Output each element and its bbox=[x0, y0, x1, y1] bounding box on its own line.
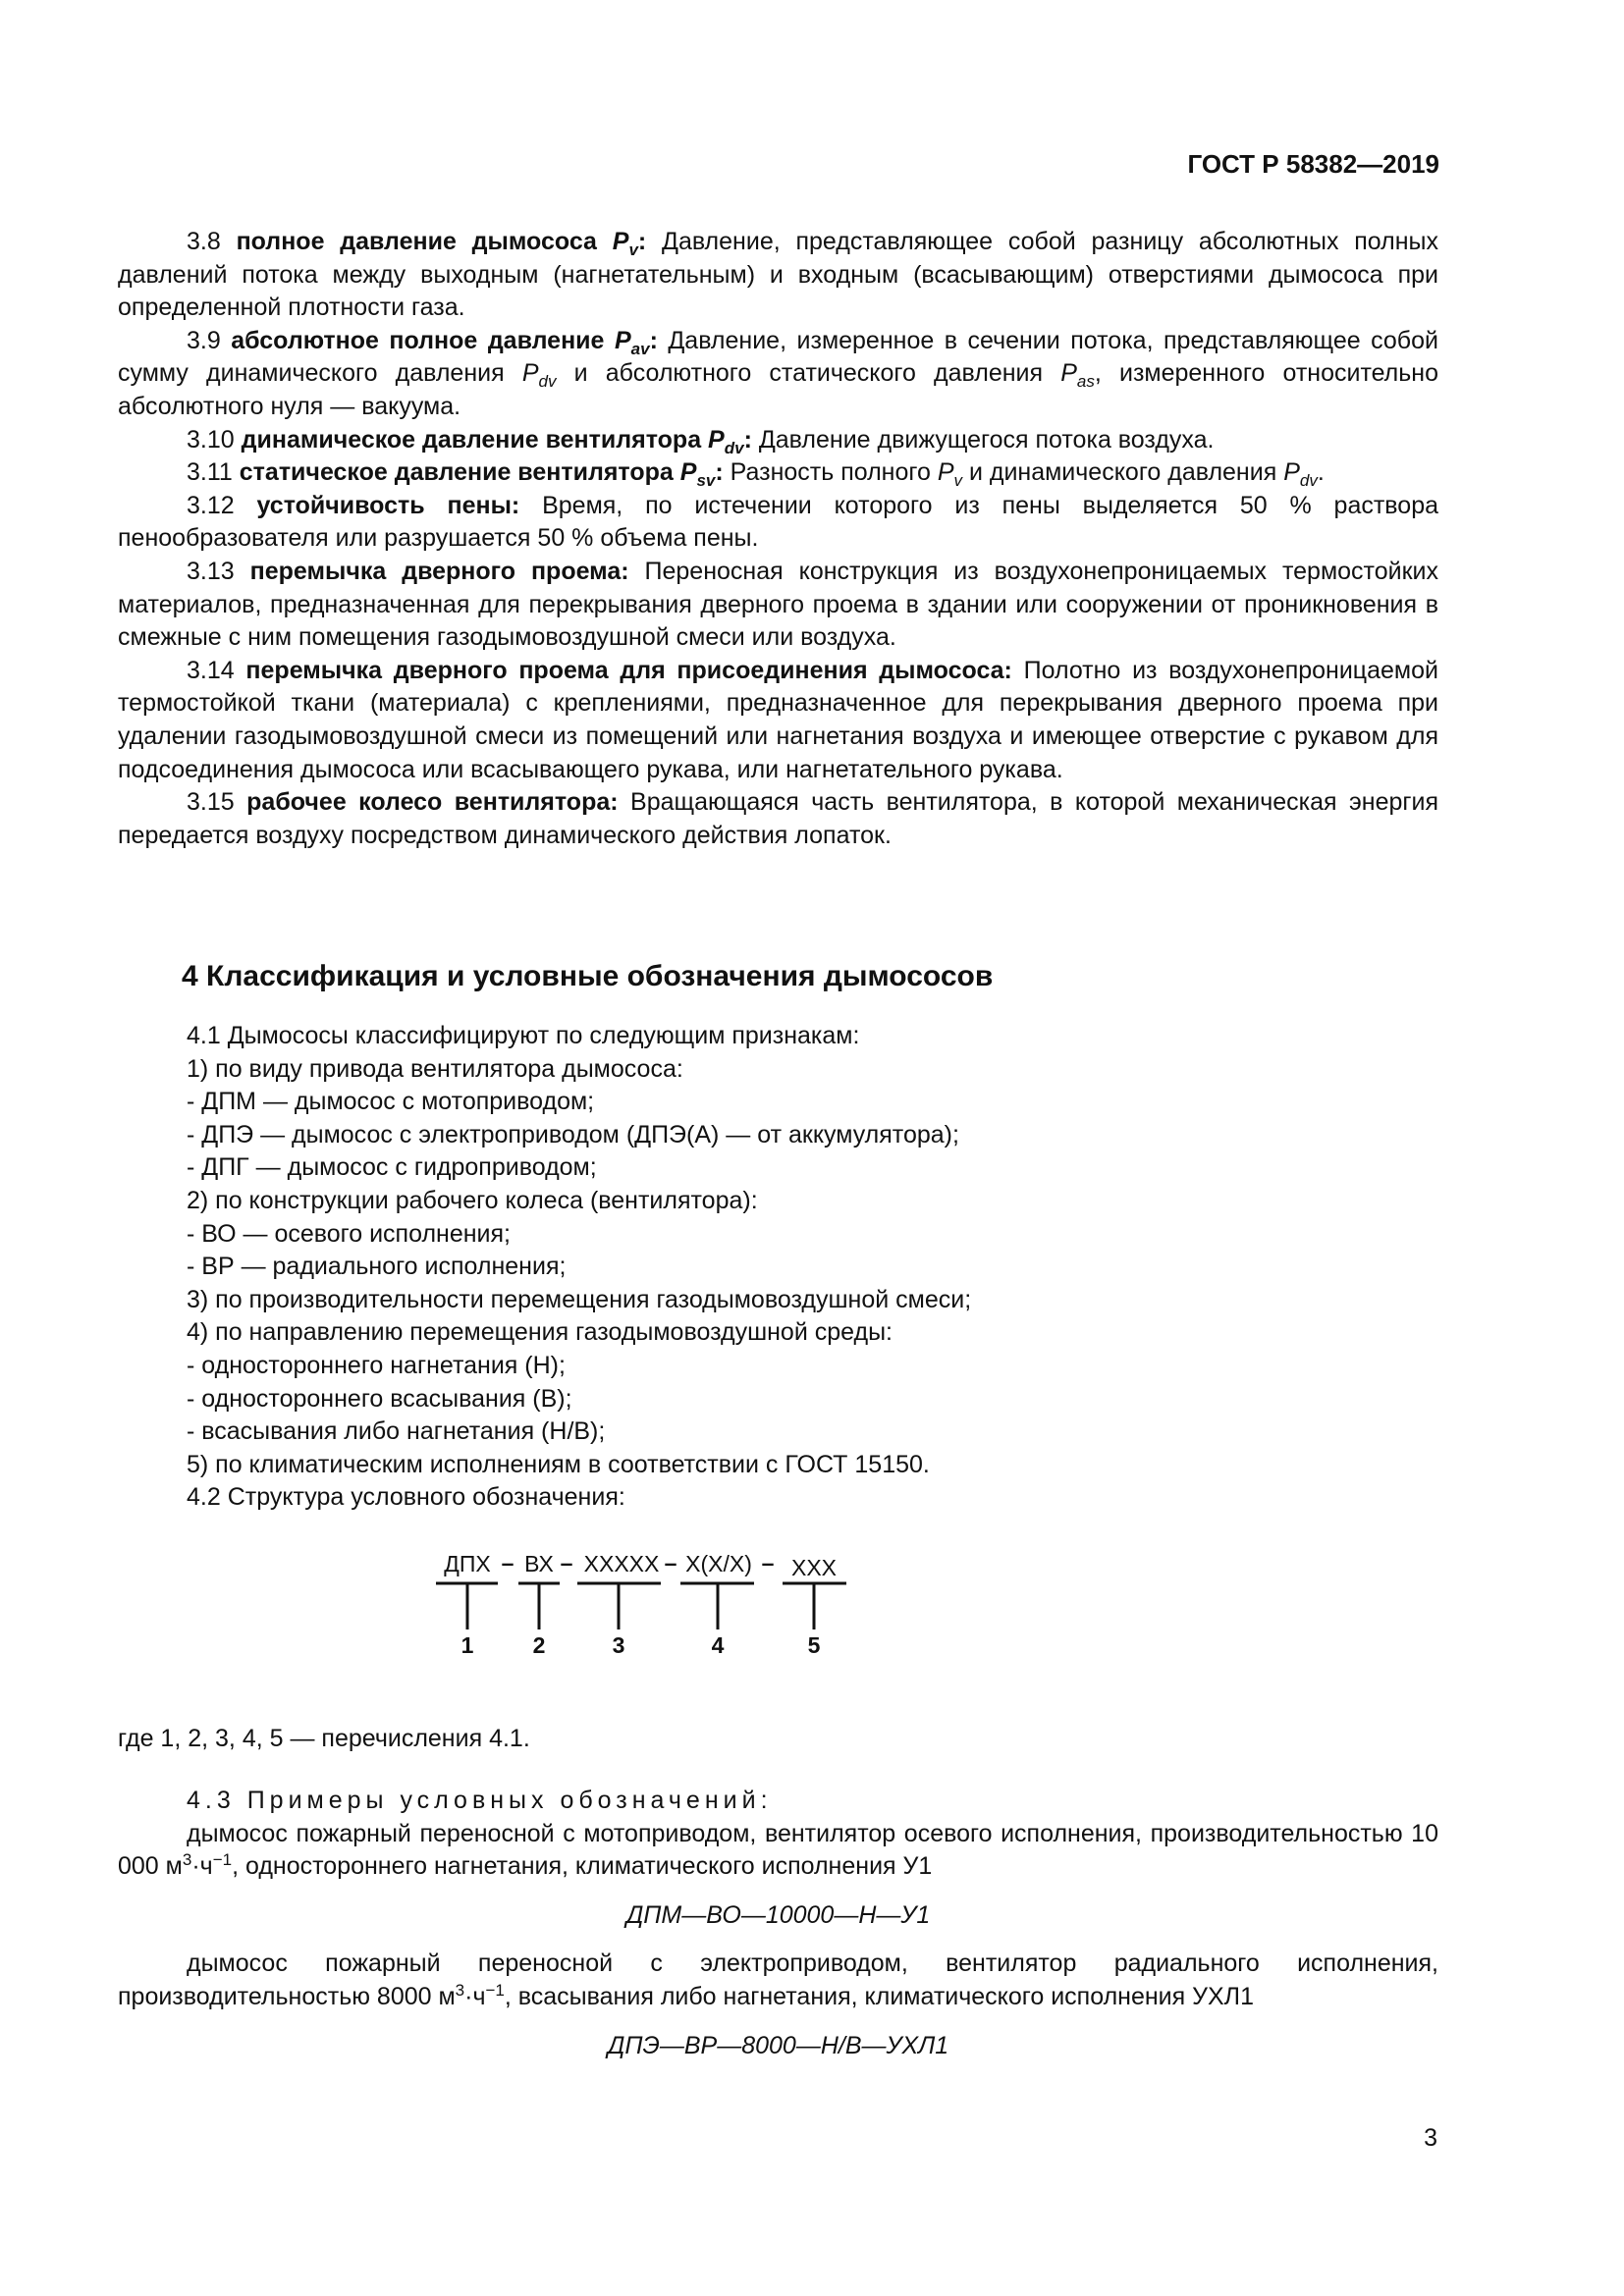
designation-structure-diagram bbox=[0, 1541, 1624, 1669]
symbol-sub: dv bbox=[1299, 471, 1318, 491]
separator: – bbox=[501, 1550, 514, 1575]
list-item: - ДПМ — дымосос с мотоприводом; bbox=[187, 1088, 595, 1116]
term-title: перемычка дверного проема: bbox=[249, 557, 629, 585]
term-title: рабочее колесо вентилятора: bbox=[246, 788, 619, 817]
term-text: и динамического давления bbox=[962, 458, 1284, 487]
term-title: полное давление дымососа bbox=[236, 228, 613, 255]
symbol-sub: dv bbox=[724, 438, 744, 457]
example-1-description bbox=[118, 1818, 1438, 1884]
sep: : bbox=[649, 326, 658, 354]
classification-list bbox=[118, 1020, 1438, 1515]
separator: – bbox=[664, 1550, 677, 1575]
symbol: P bbox=[614, 326, 631, 354]
list-item: 5) по климатическим исполнениям в соответствии с ГОСТ 15150. bbox=[187, 1450, 930, 1478]
section-4-heading: 4 Классификация и условные обозначения дымососов bbox=[182, 960, 994, 992]
term-title: абсолютное полное давление bbox=[231, 326, 615, 354]
symbol: P bbox=[708, 425, 725, 454]
example-2-formula: ДПЭ—ВР—8000—Н/В—УХЛ1 bbox=[607, 2031, 949, 2059]
term-number: 3.11 bbox=[187, 458, 233, 487]
text: ·ч bbox=[464, 1982, 486, 2010]
term-number: 3.12 bbox=[187, 491, 235, 519]
example-1-formula: ДПМ—ВО—10000—Н—У1 bbox=[625, 1900, 931, 1929]
text: ·ч bbox=[191, 1852, 213, 1881]
term-text: Вращающаяся часть вентилятора, в которой механическая энергия передается воздуху посредством динамического действия лопаток. bbox=[118, 788, 1439, 849]
text: дымосос пожарный переносной с электроприводом, вентилятор радиального исполнения, производительностью 8000 м bbox=[118, 1949, 1438, 2010]
text: дымосос пожарный переносной с мотоприводом, вентилятор осевого исполнения, производительностью 10 000 м bbox=[118, 1819, 1438, 1881]
where-note bbox=[118, 1723, 1438, 1756]
page-number: 3 bbox=[1424, 2124, 1437, 2152]
examples-title: 4.3 Примеры условных обозначений: bbox=[187, 1787, 773, 1814]
term-text: Давление, представляющее собой разницу абсолютных полных давлений потока между выходным (нагнетательным) и входным (всасывающим) отверстиями дымососа при определенной плотности газа. bbox=[118, 228, 1439, 322]
field-number: 2 bbox=[532, 1632, 546, 1658]
symbol-sub: sv bbox=[696, 471, 716, 491]
term-title: динамическое давление вентилятора bbox=[241, 425, 709, 454]
list-item: 3) по производительности перемещения газодымовоздушной смеси; bbox=[187, 1285, 972, 1313]
list-item: - ДПЭ — дымосос с электроприводом (ДПЭ(А) — от аккумулятора); bbox=[187, 1120, 959, 1148]
field-label: ДПХ bbox=[444, 1551, 491, 1576]
term-number: 3.13 bbox=[187, 557, 235, 585]
term-3-8 bbox=[118, 226, 1438, 325]
symbol-sub: av bbox=[630, 339, 650, 358]
field-number: 4 bbox=[711, 1632, 725, 1658]
list-item: 1) по виду привода вентилятора дымососа: bbox=[187, 1054, 683, 1083]
list-item: 2) по конструкции рабочего колеса (вентилятора): bbox=[187, 1186, 758, 1214]
superscript: 3 bbox=[182, 1850, 192, 1870]
symbol-sub: v bbox=[953, 471, 962, 491]
term-text: Давление, измеренное в сечении потока, представляющее собой сумму динамического давления bbox=[118, 326, 1438, 388]
symbol: P bbox=[521, 359, 539, 388]
field-number: 1 bbox=[460, 1632, 474, 1658]
term-text: Переносная конструкция из воздухонепроницаемых термостойких материалов, предназначенная для перекрывания дверного проема в здании или сооружении от проникновения в смежные с ним помещения газодымовоздушной смеси или воздуха. bbox=[118, 557, 1438, 652]
symbol: P bbox=[1283, 458, 1300, 487]
field-label: X(X/X) bbox=[685, 1551, 752, 1576]
list-item: - ВР — радиального исполнения; bbox=[187, 1253, 567, 1281]
symbol: P bbox=[612, 228, 629, 255]
term-text: Полотно из воздухонепроницаемой термостойкой ткани (материала) с креплениями, предназначенное для перекрывания дверного проема при удалении газодымовоздушной смеси из помещений или нагнетания воздуха и имеющее отверстие с рукавом для подсоединения дымососа или всасывающего рукава, или нагнетательного рукава. bbox=[118, 656, 1438, 783]
term-title: устойчивость пены: bbox=[256, 491, 520, 519]
list-item: 4.1 Дымососы классифицируют по следующим признакам: bbox=[187, 1022, 860, 1049]
term-text: Разность полного bbox=[723, 458, 938, 487]
term-title: статическое давление вентилятора bbox=[239, 458, 680, 487]
term-3-10 bbox=[118, 424, 1438, 457]
symbol-sub: as bbox=[1076, 372, 1095, 392]
field-label: ВХ bbox=[524, 1551, 554, 1576]
list-item: - ДПГ — дымосос с гидроприводом; bbox=[187, 1153, 597, 1182]
symbol: P bbox=[937, 458, 954, 487]
term-number: 3.8 bbox=[187, 228, 221, 255]
term-3-12 bbox=[118, 490, 1438, 556]
superscript: 3 bbox=[455, 1980, 465, 2000]
term-title: перемычка дверного проема для присоединения дымососа: bbox=[245, 656, 1012, 684]
term-text: . bbox=[1317, 458, 1325, 487]
example-2-description bbox=[118, 1948, 1438, 2013]
symbol-sub: v bbox=[628, 240, 638, 259]
separator: – bbox=[761, 1550, 775, 1575]
term-text: Давление движущегося потока воздуха. bbox=[751, 425, 1215, 454]
symbol-sub: dv bbox=[538, 372, 557, 392]
field-number: 3 bbox=[612, 1632, 625, 1658]
term-number: 3.14 bbox=[187, 656, 235, 684]
term-3-9 bbox=[118, 325, 1438, 424]
terms-section bbox=[118, 226, 1438, 852]
sep: : bbox=[637, 228, 647, 255]
sep: : bbox=[743, 425, 752, 454]
list-item: - одностороннего нагнетания (Н); bbox=[187, 1351, 566, 1379]
examples-section bbox=[118, 1785, 1438, 2078]
list-item: - одностороннего всасывания (В); bbox=[187, 1384, 572, 1413]
where-text: где 1, 2, 3, 4, 5 — перечисления 4.1. bbox=[118, 1725, 530, 1752]
text: , одностороннего нагнетания, климатического исполнения У1 bbox=[232, 1852, 933, 1881]
term-3-13 bbox=[118, 556, 1438, 655]
symbol: P bbox=[1060, 359, 1077, 388]
list-item: - всасывания либо нагнетания (Н/В); bbox=[187, 1417, 606, 1446]
term-3-11 bbox=[118, 456, 1438, 490]
term-text: , измеренного относительно абсолютного нуля — вакуума. bbox=[118, 359, 1439, 420]
term-3-14 bbox=[118, 655, 1438, 786]
list-item: 4) по направлению перемещения газодымовоздушной среды: bbox=[187, 1318, 893, 1347]
field-number: 5 bbox=[807, 1632, 821, 1658]
term-text: Время, по истечении которого из пены выделяется 50 % раствора пенообразователя или разрушается 50 % объема пены. bbox=[118, 491, 1439, 553]
term-number: 3.9 bbox=[187, 326, 221, 354]
term-number: 3.15 bbox=[187, 788, 235, 817]
separator: – bbox=[560, 1550, 573, 1575]
term-3-15 bbox=[118, 786, 1438, 852]
list-item: 4.2 Структура условного обозначения: bbox=[187, 1483, 625, 1512]
term-number: 3.10 bbox=[187, 425, 235, 454]
sep: : bbox=[715, 458, 724, 487]
symbol: P bbox=[679, 458, 697, 487]
list-item: - ВО — осевого исполнения; bbox=[187, 1219, 511, 1248]
superscript: −1 bbox=[485, 1980, 505, 2000]
superscript: −1 bbox=[212, 1850, 233, 1870]
term-text: и абсолютного статического давления bbox=[556, 359, 1061, 388]
document-header: ГОСТ Р 58382—2019 bbox=[1187, 149, 1439, 179]
field-label: XXXXX bbox=[583, 1551, 660, 1576]
field-label: XXX bbox=[790, 1555, 838, 1580]
text: , всасывания либо нагнетания, климатического исполнения УХЛ1 bbox=[504, 1982, 1254, 2010]
